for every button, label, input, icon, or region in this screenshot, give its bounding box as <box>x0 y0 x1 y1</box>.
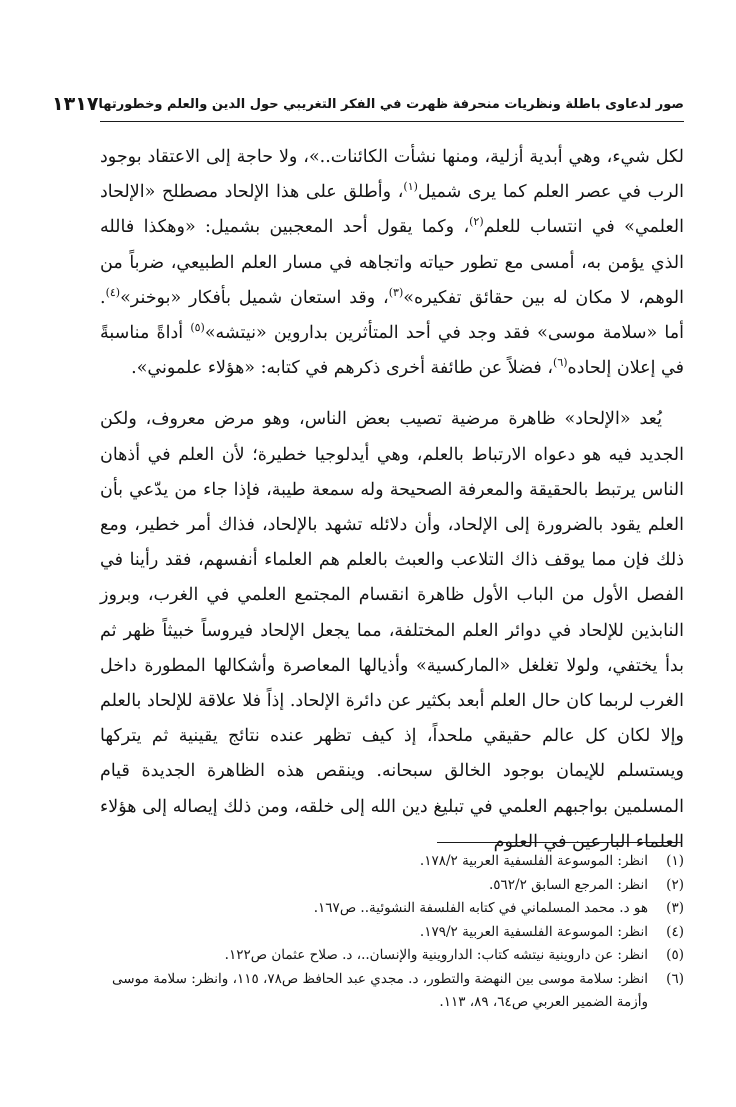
paragraph-1-text-1: لكل شيء، وهي أبدية أزلية، ومنها نشأت الكائنات..»، ولا حاجة إلى الاعتقاد بوجود الرب في عصر العلم كما يرى شميل <box>100 147 684 203</box>
footnote-number: (٥) <box>666 947 684 963</box>
footnote-rule <box>437 842 682 843</box>
footnote-text: انظر: الموسوعة الفلسفية العربية ١٧٨/٢. <box>419 853 648 869</box>
footnote-text: هو د. محمد المسلماني في كتابه الفلسفة النشوئية.. ص١٦٧. <box>313 900 648 916</box>
footnote-item <box>100 921 684 945</box>
page-header <box>52 92 684 116</box>
footnote-number: (٣) <box>666 900 684 916</box>
footnote-text: انظر: المرجع السابق ٥٦٢/٢. <box>489 876 648 893</box>
paragraph-1 <box>100 140 684 386</box>
footnote-ref-4: (٤) <box>105 285 121 299</box>
paragraph-1-text-2: ، وأطلق على هذا الإلحاد مصطلح «الإلحاد العلمي» في انتساب للعلم <box>100 182 684 238</box>
footnote-item <box>100 897 684 921</box>
footnote-number: (٤) <box>666 923 684 940</box>
footnote-ref-1: (١) <box>403 180 418 194</box>
footnote-text: انظر: عن داروينية نيتشه كتاب: الداروينية والإنسان..، د. صلاح عثمان ص١٢٢. <box>224 947 648 963</box>
footnote-item <box>100 944 684 968</box>
footnote-ref-2: (٢) <box>469 215 484 229</box>
paragraph-1-text-7: ، فضلاً عن طائفة أخرى ذكرهم في كتابه: «هؤلاء علموني». <box>131 358 554 379</box>
footnote-ref-6: (٦) <box>553 356 568 370</box>
header-rule <box>100 121 684 122</box>
running-head: صور لدعاوى باطلة ونظريات منحرفة ظهرت في الفكر التغريبي حول الدين والعلم وخطورتها <box>98 96 684 112</box>
page-number: ١٣١٧ <box>52 93 99 115</box>
footnote-number: (٢) <box>666 876 684 893</box>
footnote-text: انظر: سلامة موسى بين النهضة والتطور، د. مجدي عبد الحافظ ص٧٨، ١١٥، وانظر: سلامة موسى وأزمة الضمير العربي ص٦٤، ٨٩، ١١٣. <box>112 970 648 1010</box>
paragraph-2: يُعد «الإلحاد» ظاهرة مرضية تصيب بعض الناس، وهو مرض معروف، ولكن الجديد فيه هو دعواه الارتباط بالعلم، وهي أيدلوجيا خطيرة؛ لأن العلم في أذهان الناس يرتبط بالحقيقة والمعرفة الصحيحة وله سمعة طيبة، فإذا جاء من يدّعي بأن العلم يقود بالضرورة إلى الإلحاد، وأن دلائله تشهد بالإلحاد، فذاك أمر خطير، ومع ذلك فإن مما يوقف ذاك التلاعب والعبث بالعلم هم العلماء أنفسهم، فقد رأينا في الفصل الأول من الباب الأول ظاهرة انقسام المجتمع العلمي في الغرب، وبروز النابذين للإلحاد في دوائر العلم المختلفة، مما يجعل الإلحاد فيروساً خبيثاً ظهر ثم بدأ يختفي، ولولا تغلغل «الماركسية» وأذيالها المعاصرة وأشكالها المطورة داخل الغرب لربما كان حال العلم أبعد بكثير عن دائرة الإلحاد. إذاً فلا علاقة للإلحاد بالعلم وإلا لكان كل عالم حقيقي ملحداً، إذ كيف تظهر عنده نتائج يقينية ثم يتركها ويستسلم للإيمان بوجود الخالق سبحانه. وينقص هذه الظاهرة الجديدة قيام المسلمين بواجبهم العلمي في تبليغ دين الله إلى خلقه، ومن ذلك إيصاله إلى هؤلاء العلماء البارعين في العلوم <box>100 409 684 852</box>
paragraph-1-text-3: ، وكما يقول أحد المعجبين بشميل: «وهكذا فالله الذي يؤمن به، أمسى مع تطور حياته واتجاهه في مسار العلم الطبيعي، ضرباً من الوهم، لا مكان له بين حقائق تفكيره» <box>100 217 684 308</box>
footnote-number: (٦) <box>666 970 684 987</box>
footnote-item <box>100 874 684 898</box>
footnote-text: انظر: الموسوعة الفلسفية العربية ١٧٩/٢. <box>419 923 648 940</box>
footnote-ref-3: (٣) <box>388 285 404 299</box>
footnote-item <box>100 968 684 1015</box>
paragraph-1-text-5: . أما «سلامة موسى» فقد وجد في أحد المتأثرين بداروين «نيتشه» <box>100 287 684 344</box>
paragraph-1-text-4: ، وقد استعان شميل بأفكار «بوخنر» <box>120 287 389 308</box>
paragraph-1-text-6: أداةً مناسبةً في إعلان إلحاده <box>100 323 684 379</box>
footnote-item <box>100 850 684 874</box>
footnote-number: (١) <box>666 853 684 869</box>
footnotes <box>100 850 684 1015</box>
body-text <box>100 140 684 860</box>
footnote-ref-5: (٥) <box>190 321 205 335</box>
